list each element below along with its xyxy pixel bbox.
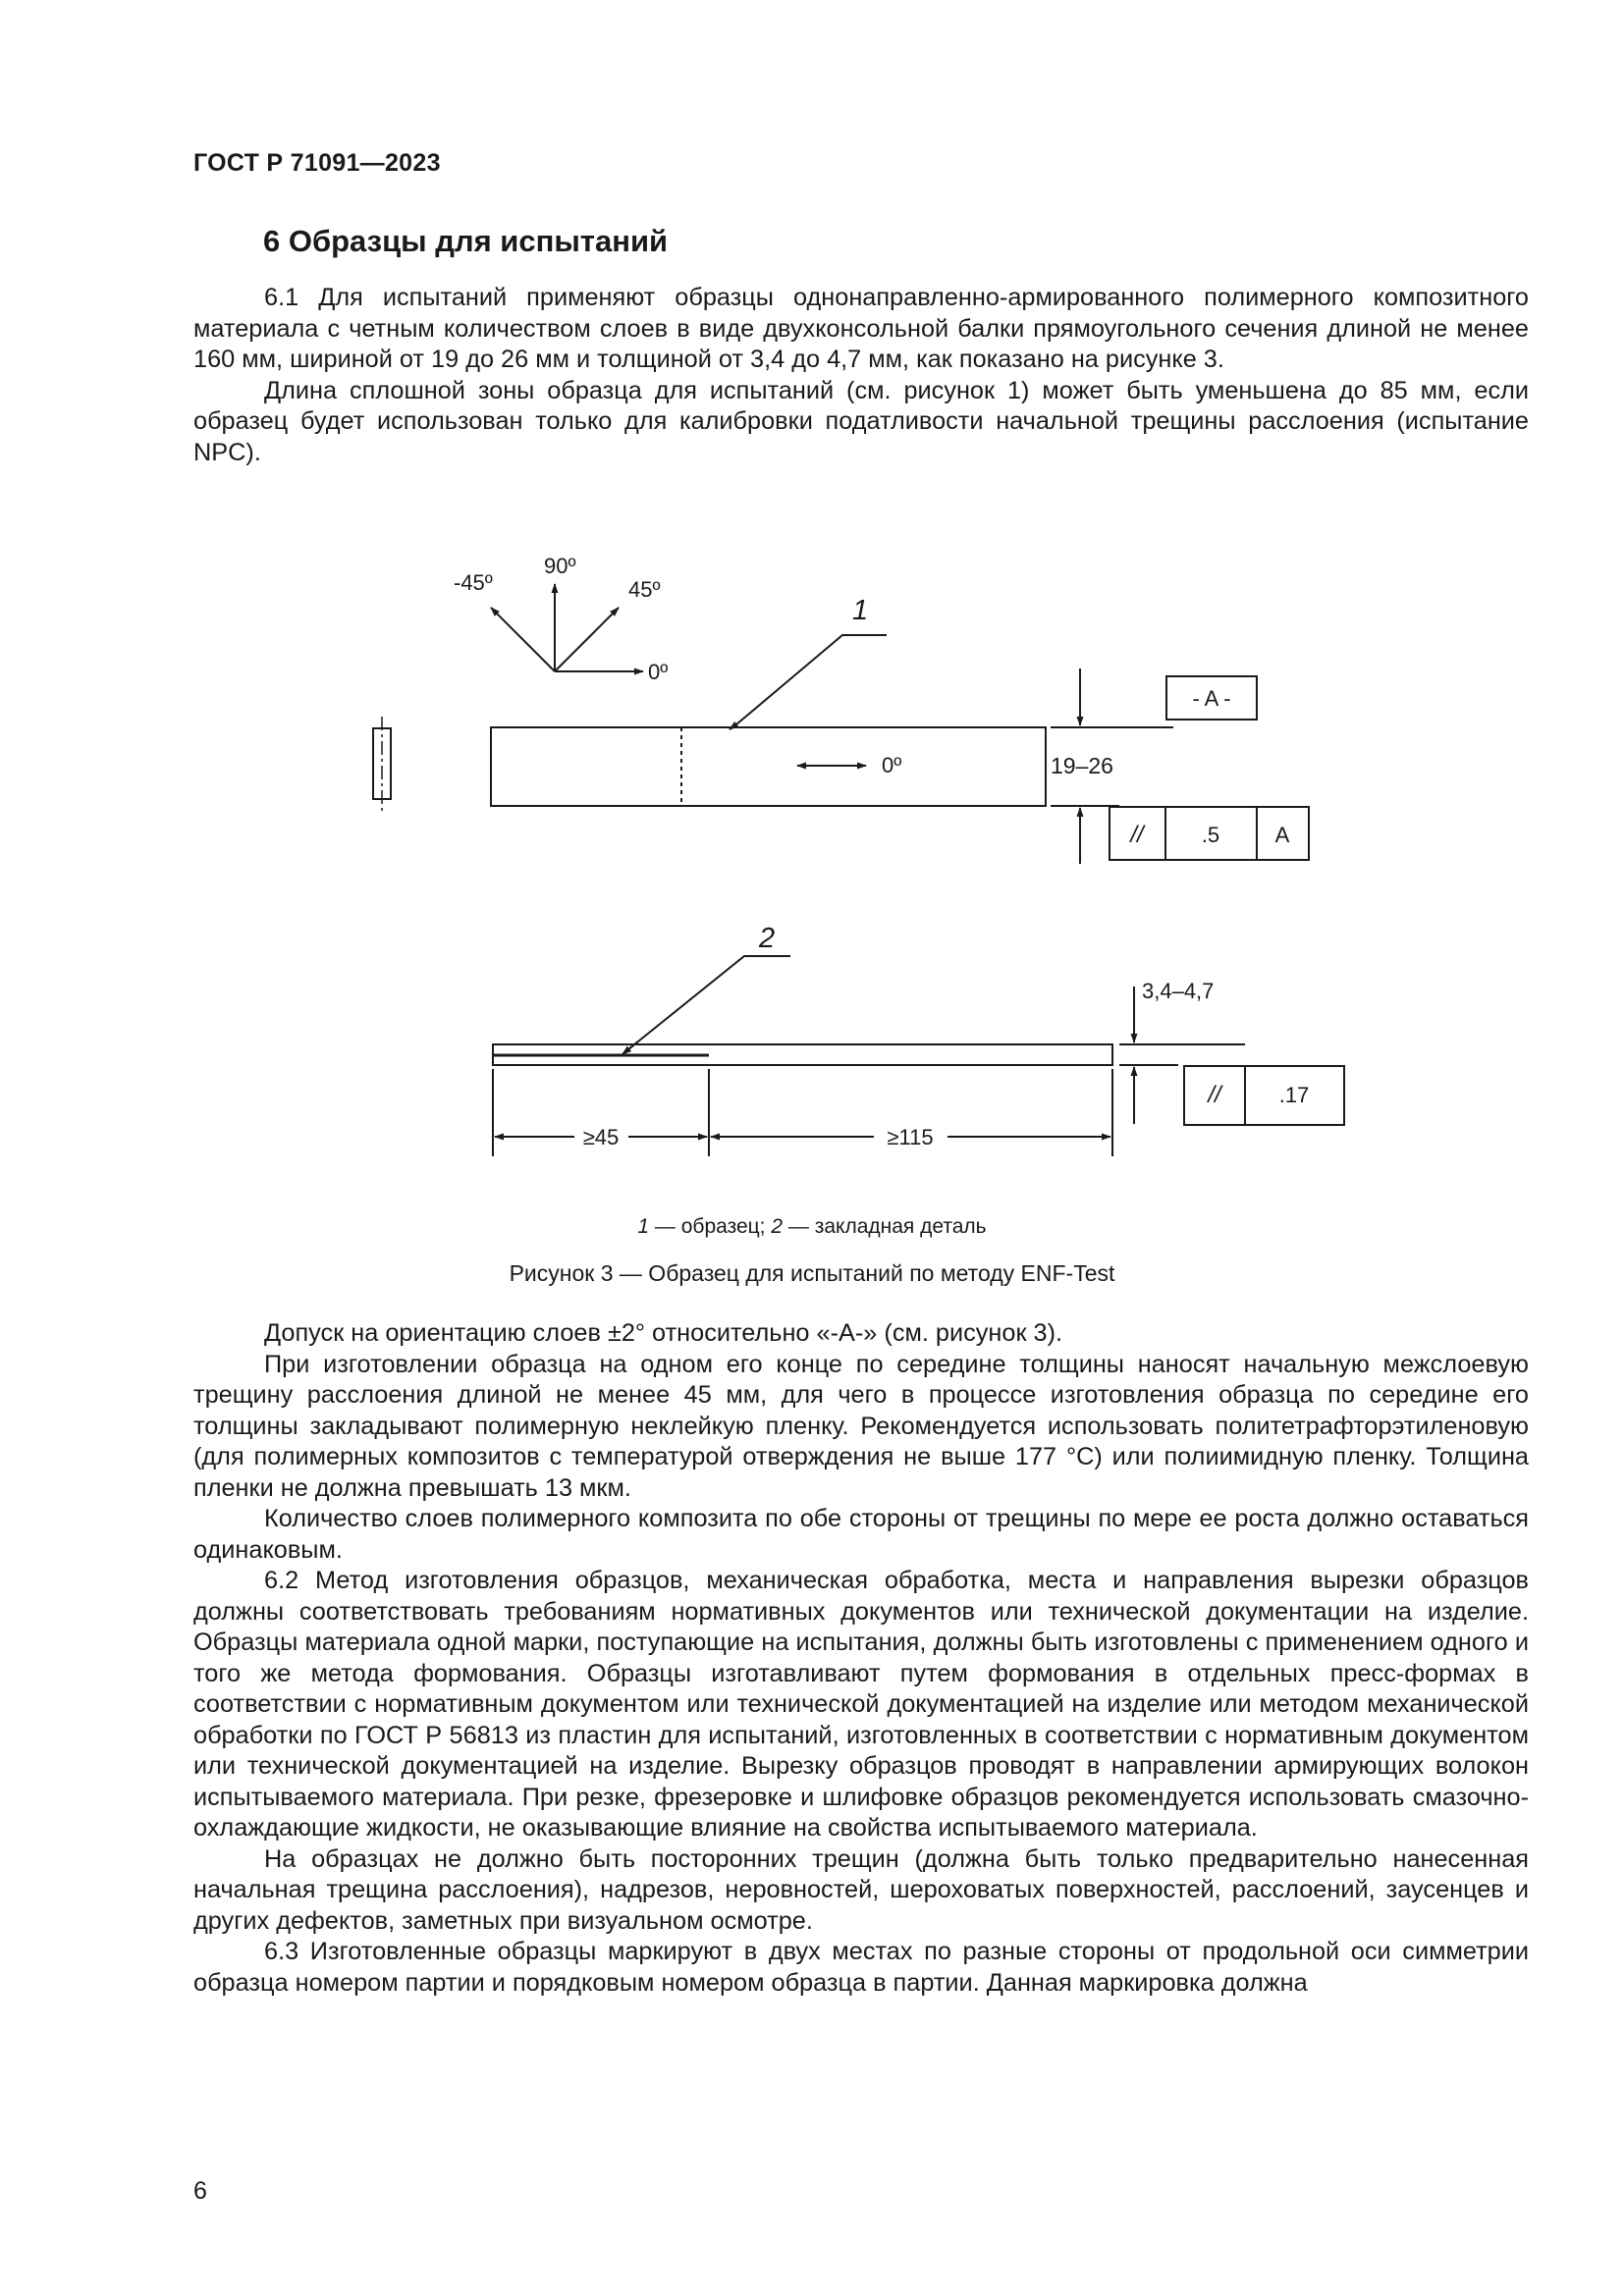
paragraph-6-3: 6.3 Изготовленные образцы маркируют в двух местах по разные стороны от продольной оси симметрии образца номером партии и порядковым номером образца в партии. Данная маркировка должна bbox=[193, 1938, 1529, 1997]
callout-1: 1 bbox=[852, 595, 869, 626]
label-90: 90º bbox=[544, 554, 576, 578]
callout-2-arrowhead bbox=[623, 1041, 638, 1054]
figure-legend bbox=[0, 1215, 1624, 1239]
label-45: 45º bbox=[628, 577, 661, 602]
edge-view-symbol bbox=[373, 717, 391, 811]
paragraph-defects: На образцах не должно быть посторонних трещин (должна быть только предварительно нанесенная начальная трещина расслоения), надрезов, неровностей, шероховатых поверхностей, расслоений, заусенцев и других дефектов, заметных при визуальном осмотре. bbox=[193, 1844, 1529, 1935]
specimen-outline bbox=[491, 727, 1046, 806]
arrow-minus45 bbox=[491, 608, 555, 671]
parallelism-symbol-top: // bbox=[1130, 822, 1144, 848]
paragraph-6-1: 6.1 Для испытаний применяют образцы однонаправленно-армированного полимерного композитного материала с четным количеством слоев в виде двухконсольной балки прямоугольного сечения длиной не менее 160 мм, шириной от 19 до 26 мм и толщиной от 3,4 до 4,7 мм, как показано на рисунке 3. bbox=[193, 284, 1529, 373]
datum-a-label: - A - bbox=[1192, 686, 1231, 711]
orientation-rosette bbox=[491, 584, 643, 671]
label-minus45: -45º bbox=[454, 570, 493, 595]
top-view-specimen bbox=[491, 635, 1046, 806]
figure-3 bbox=[0, 530, 1624, 1296]
callout-2: 2 bbox=[759, 923, 776, 954]
bottom-text-block bbox=[193, 1318, 1529, 1999]
arrow-45 bbox=[555, 608, 619, 671]
paragraph-layers: Количество слоев полимерного композита по обе стороны от трещины по мере ее роста должно оставаться одинаковым. bbox=[193, 1505, 1529, 1564]
width-dim-label: 19–26 bbox=[1051, 753, 1113, 778]
tolerance-value-bottom: .17 bbox=[1278, 1083, 1310, 1107]
legend-number-1: 1 bbox=[637, 1215, 650, 1238]
legend-number-2: 2 bbox=[771, 1215, 784, 1238]
callout-2-leader bbox=[623, 956, 790, 1053]
paragraph-solid-zone: Длина сплошной зоны образца для испытаний (см. рисунок 1) может быть уменьшена до 85 мм, если образец будет использован только для калибровки податливости начальной трещины расслоения (испытание NPC). bbox=[193, 376, 1529, 466]
legend-text-1: — образец; bbox=[649, 1215, 772, 1238]
section-title: 6 Образцы для испытаний bbox=[263, 224, 669, 258]
rest-length-label: ≥115 bbox=[887, 1125, 934, 1149]
tolerance-datum-top: A bbox=[1274, 823, 1290, 847]
page-number: 6 bbox=[193, 2177, 207, 2205]
edge-view-rect bbox=[373, 728, 391, 799]
callout-1-leader bbox=[736, 635, 887, 724]
thickness-dimension bbox=[1119, 987, 1344, 1125]
paragraph-6-2: 6.2 Метод изготовления образцов, механическая обработка, места и направления вырезки образцов должны соответствовать требованиям нормативных документов или технической документации на изделие. Образцы материала одной марки, поступающие на испытания, должны быть изготовлены с применением одного и того же метода формования. Образцы изготавливают путем формования в отдельных пресс-формах в соответствии с нормативным документом или технической документацией на изделие или методом механической обработки по ГОСТ Р 56813 из пластин для испытаний, изготовленных в соответствии с нормативным документом или технической документацией на изделие. Вырезку образцов проводят в направлении армирующих волокон испытываемого материала. При резке, фрезеровке и шлифовке образцов рекомендуется использовать смазочно-охлаждающие жидкости, не оказывающие влияние на свойства испытываемого материала. bbox=[193, 1567, 1529, 1842]
figure-caption: Рисунок 3 — Образец для испытаний по методу ENF-Test bbox=[509, 1260, 1115, 1286]
parallelism-symbol-bottom: // bbox=[1208, 1082, 1221, 1108]
paragraph-crack: При изготовлении образца на одном его конце по середине толщины наносят начальную межслоевую трещину расслоения длиной не менее 45 мм, для чего в процессе изготовления образца по середине его толщины закладывают полимерную неклейкую пленку. Рекомендуется использовать политетрафторэтиленовую (для полимерных композитов с температурой отверждения не выше 177 °С) или полиимидную пленку. Толщина пленки не должна превышать 13 мкм. bbox=[193, 1350, 1529, 1502]
figure-3-drawing bbox=[0, 530, 1624, 1296]
label-0: 0º bbox=[648, 660, 669, 684]
document-code: ГОСТ Р 71091—2023 bbox=[193, 149, 441, 177]
legend-text-2: — закладная деталь bbox=[783, 1215, 987, 1238]
thickness-dim-label: 3,4–4,7 bbox=[1142, 979, 1215, 1003]
fiber-direction-label: 0º bbox=[882, 753, 902, 777]
paragraph-tolerance: Допуск на ориентацию слоев ±2° относительно «-А-» (см. рисунок 3). bbox=[264, 1319, 1063, 1347]
top-text-block bbox=[193, 283, 1529, 468]
insert-length-label: ≥45 bbox=[582, 1125, 620, 1149]
tolerance-value-top: .5 bbox=[1201, 823, 1220, 847]
